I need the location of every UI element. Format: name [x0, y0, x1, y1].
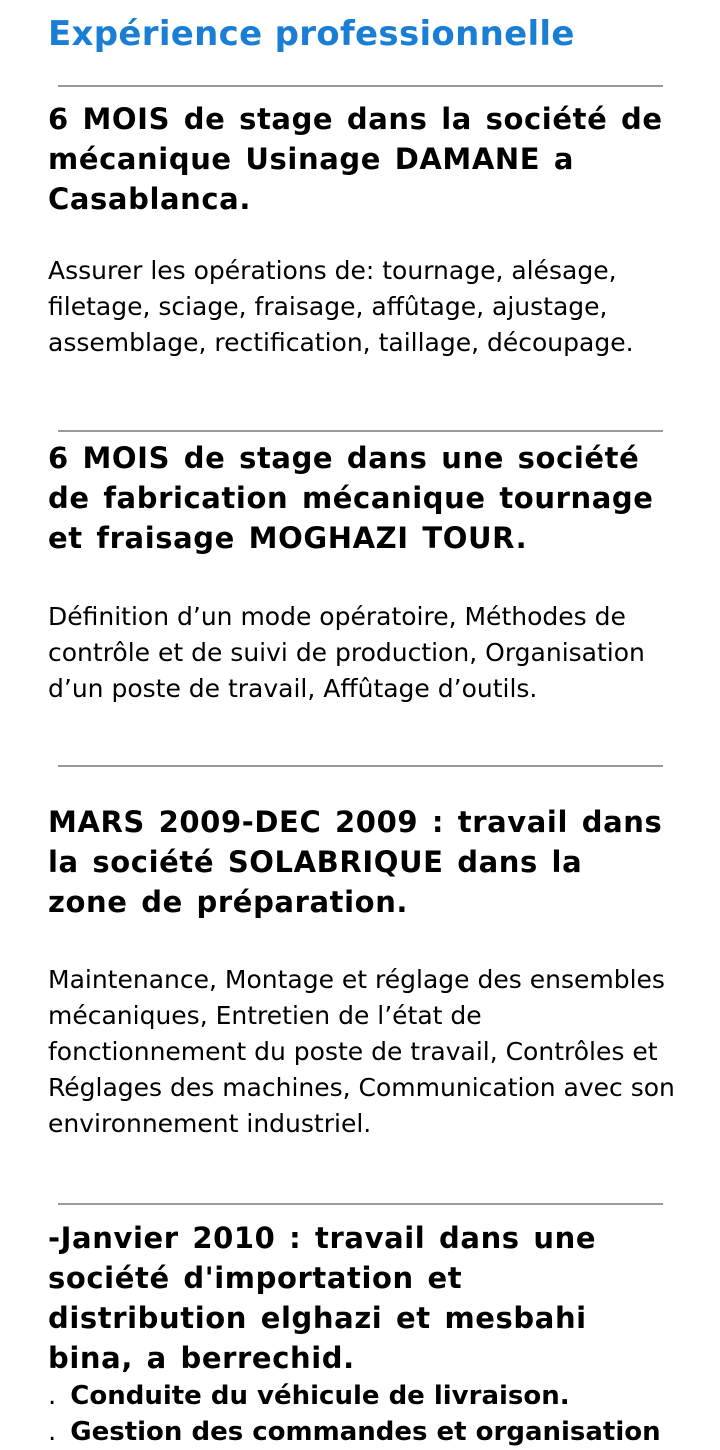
list-item [48, 1378, 688, 1414]
divider [58, 1203, 663, 1205]
task-list [48, 1378, 688, 1450]
task-text: Conduite du véhicule de livraison. [70, 1381, 570, 1411]
job-heading-moghazi: 6 MOIS de stage dans une société de fabrication mécanique tournage et fraisage MOGHAZI TOUR. [48, 441, 654, 555]
job-description-moghazi: Définition d’un mode opératoire, Méthodes de contrôle et de suivi de production, Organisation d’un poste de travail, Affûtage d’outils. [48, 602, 645, 703]
divider [58, 765, 663, 767]
job-heading-elghazi: -Janvier 2010 : travail dans une société d'importation et distribution elghazi et mesbahi bina, a berrechid. [48, 1221, 597, 1375]
bullet-mark: . [48, 1417, 57, 1447]
job-description-solabrique: Maintenance, Montage et réglage des ensembles mécaniques, Entretien de l’état de fonctionnement du poste de travail, Contrôles et Réglages des machines, Communication avec son environnement industriel. [48, 965, 675, 1138]
divider [58, 430, 663, 432]
bullet-mark: . [48, 1381, 57, 1411]
task-text: Gestion des commandes et organisation [70, 1417, 661, 1447]
list-item [48, 1414, 688, 1450]
job-heading-solabrique: MARS 2009-DEC 2009 : travail dans la société SOLABRIQUE dans la zone de préparation. [48, 805, 663, 919]
divider [58, 85, 663, 87]
job-description-damane: Assurer les opérations de: tournage, alésage, filetage, sciage, fraisage, affûtage, ajustage, assemblage, rectification, taillage, découpage. [48, 256, 634, 357]
job-heading-damane: 6 MOIS de stage dans la société de mécanique Usinage DAMANE a Casablanca. [48, 102, 663, 216]
section-title: Expérience professionnelle [48, 14, 575, 54]
